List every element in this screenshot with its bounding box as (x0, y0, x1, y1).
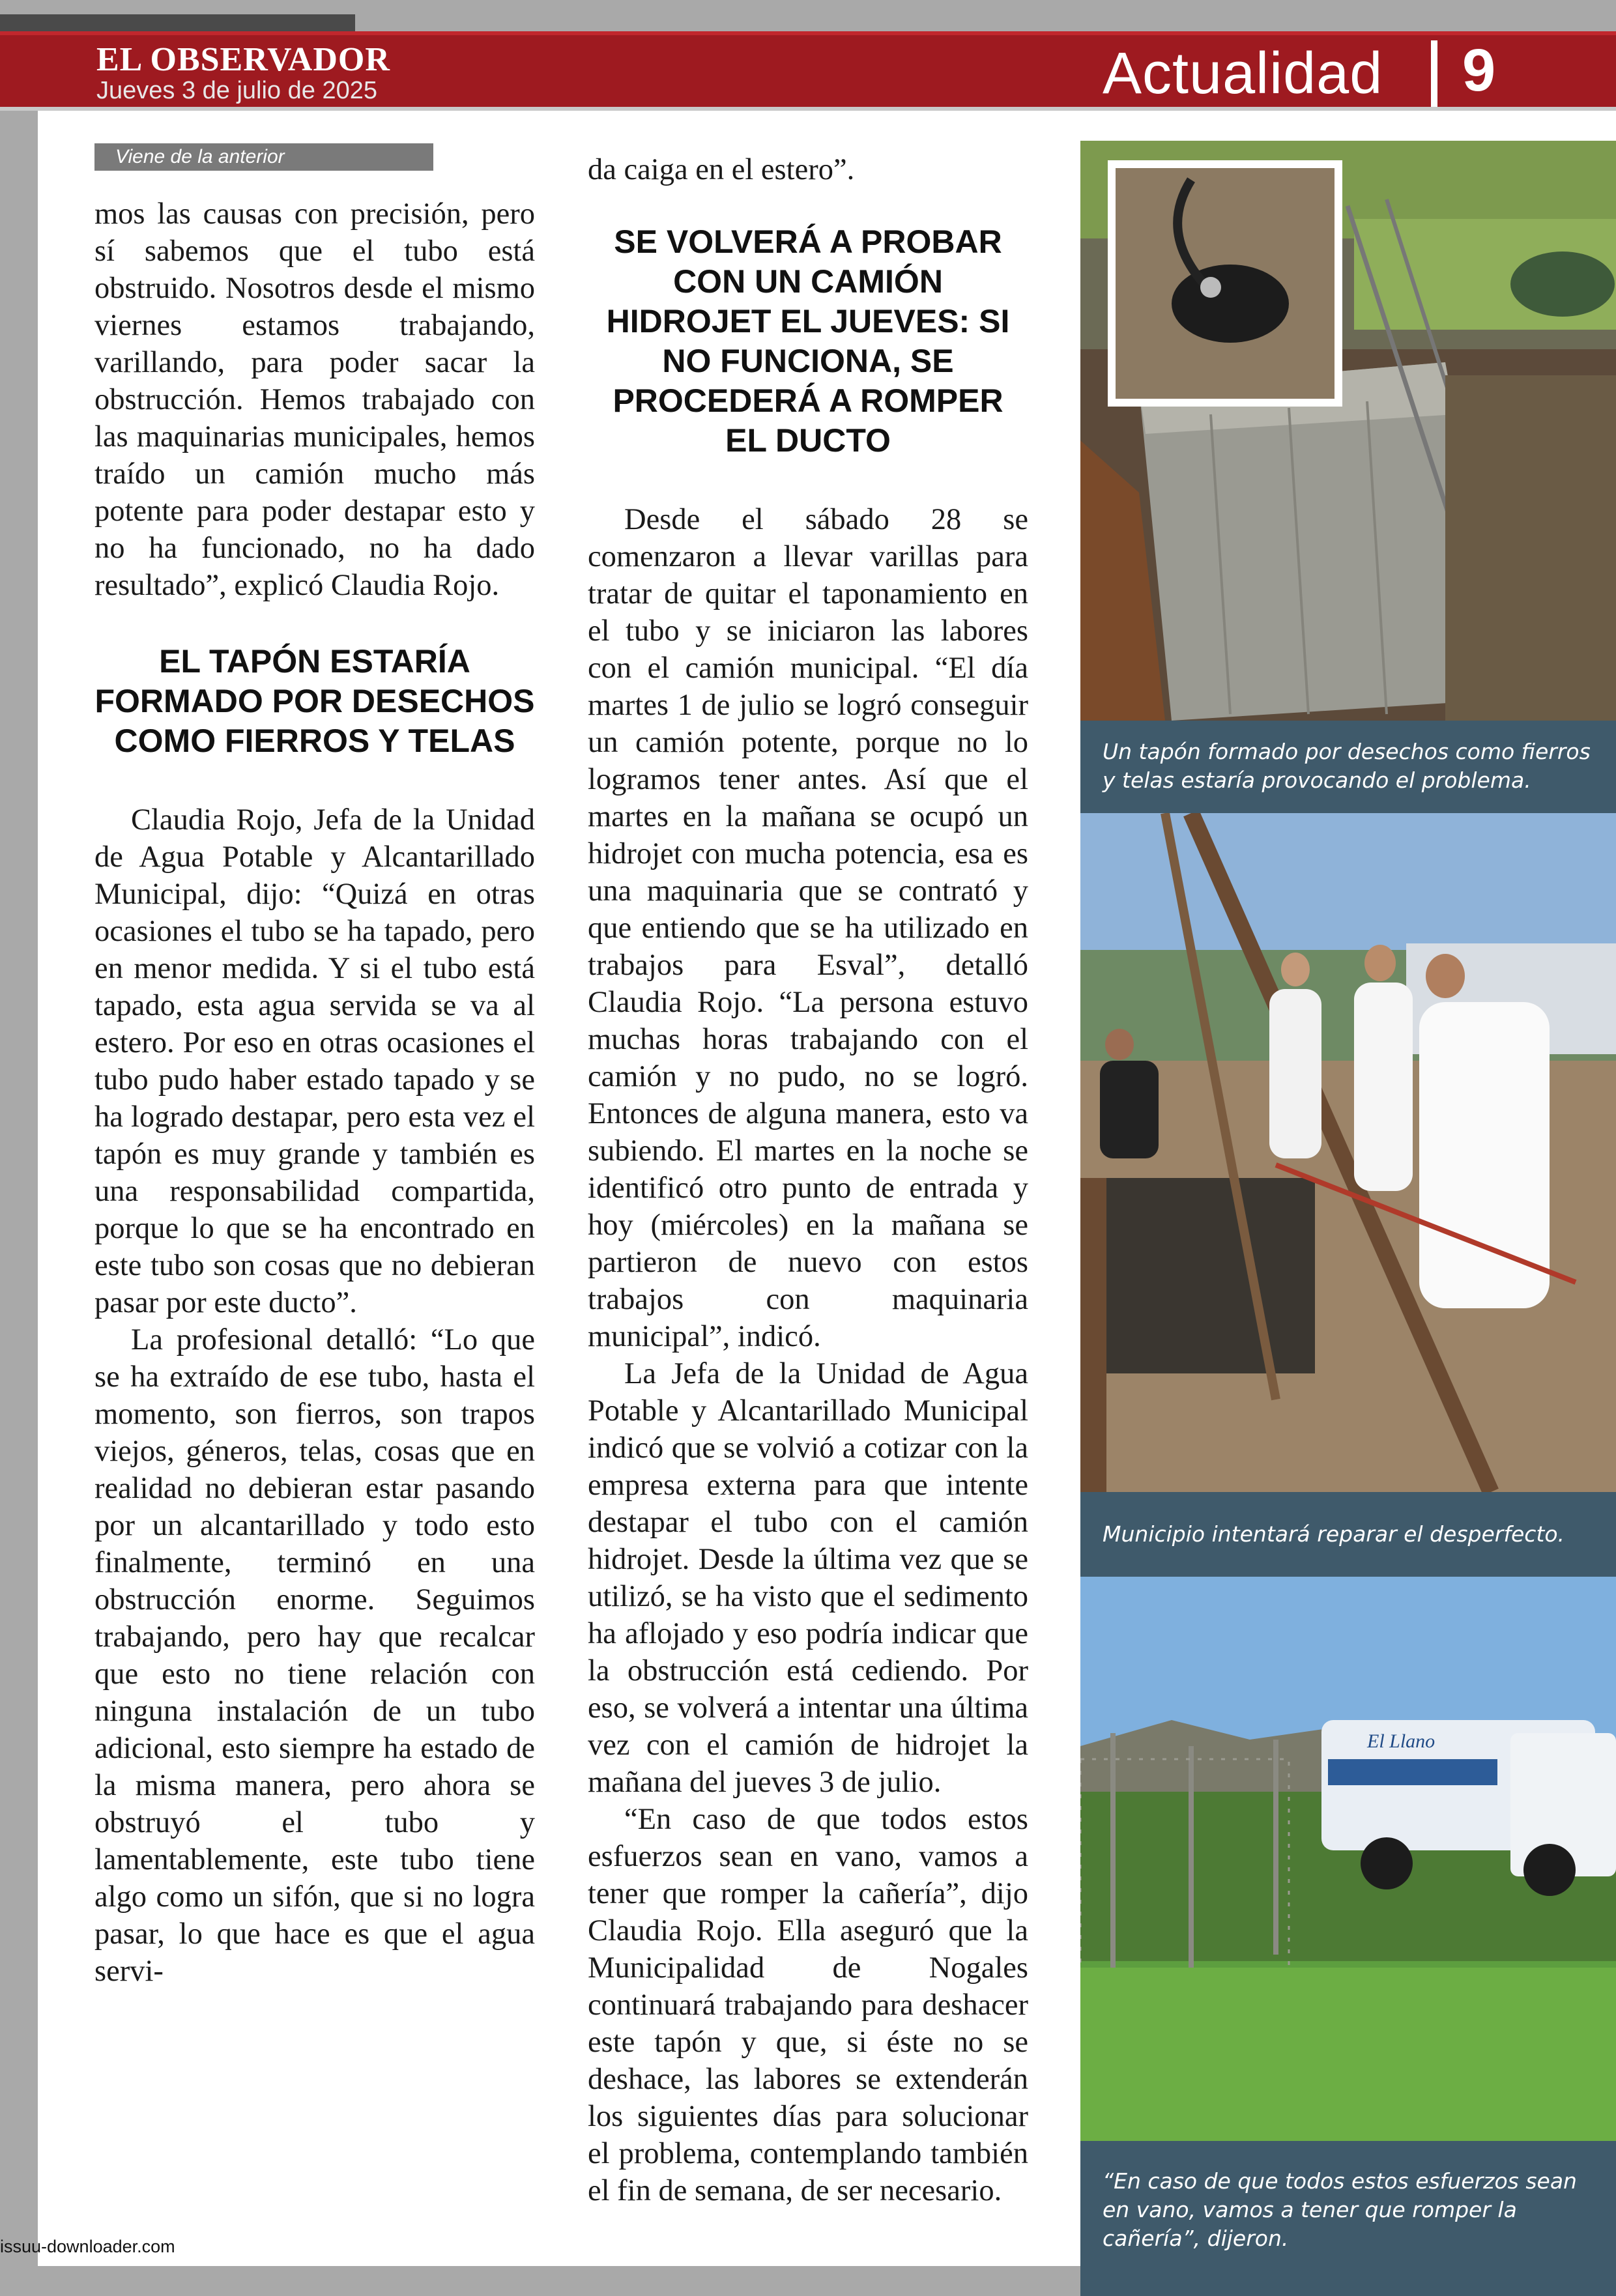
newspaper-name: EL OBSERVADOR (96, 41, 390, 78)
paragraph: “En caso de que todos estos esfuerzos sean en vano, vamos a tener que romper la cañería”, dijo Claudia Rojo. Ella aseguró que la Municipalidad de Nogales continuará trabajando para deshacer este tapón y que, si éste no se deshace, las labores se extenderán los siguientes días para solucionar el problema, contemplando también el fin de semana, de ser necesario. (588, 1803, 1028, 2207)
page-number: 9 (1462, 37, 1496, 104)
photo-caption: “En caso de que todos estos esfuerzos sean en vano, vamos a tener que romper la cañería”, dijeron. (1080, 2141, 1616, 2296)
paragraph: mos las causas con precisión, pero sí sabemos que el tubo está obstruido. Nosotros desde el mismo viernes estamos trabajando, varillando, para poder sacar la obstrucción. Hemos trabajado con las maquinarias municipales, hemos traído un camión mucho más potente para poder destapar esto y no ha funcionado, no ha dado resultado”, explicó Claudia Rojo. (94, 197, 535, 602)
photo-caption: Municipio intentará reparar el desperfecto. (1080, 1492, 1616, 1577)
header-divider (1431, 40, 1437, 108)
page-header (0, 31, 1616, 111)
photo-concrete-manhole (1080, 141, 1616, 721)
continued-tag: Viene de la anterior (94, 143, 433, 171)
paragraph: da caiga en el estero”. (588, 153, 855, 186)
photo-caption: Un tapón formado por desechos como fierros y telas estaría provocando el problema. (1080, 721, 1616, 813)
photo-workers (1080, 813, 1616, 1492)
photo-hydrojet-truck (1080, 1577, 1616, 2141)
issue-date: Jueves 3 de julio de 2025 (96, 77, 377, 104)
section-title: Actualidad (1103, 41, 1383, 106)
paragraph: Desde el sábado 28 se comenzaron a llevar varillas para tratar de quitar el taponamiento en el tubo y se iniciaron las labores con el camión municipal. “El día martes 1 de julio se logró conseguir un camión potente, porque no lo logramos tener antes. Así que el martes en la mañana se ocupó un hidrojet con mucha potencia, esa es una maquinaria que se contrató y que entiendo que se ha utilizado en trabajos para Esval”, detalló Claudia Rojo. “La persona estuvo muchas horas trabajando con el camión y no pudo, no se logró. Entonces de alguna manera, esto va subiendo. El martes en la noche se identificó otro punto de entrada y hoy (miércoles) en la mañana se partieron de nuevo con estos trabajos con maquinaria municipal”, indicó. (588, 503, 1028, 1353)
paragraph: Claudia Rojo, Jefa de la Unidad de Agua Potable y Alcantarillado Municipal, dijo: “Quizá en otras ocasiones el tubo se ha tapado, pero en menor medida. Y si el tubo está tapado, esta agua servida se va al estero. Por eso en otras ocasiones el tubo pudo haber estado tapado y se ha logrado destapar, pero esta vez el tapón es muy grande y también es una responsabilidad compartida, porque lo que se ha encontrado en este tubo son cosas que no debieran pasar por este ducto”. (94, 803, 535, 1319)
watermark: issuu-downloader.com (0, 2237, 175, 2256)
paragraph: La Jefa de la Unidad de Agua Potable y Alcantarillado Municipal indicó que se volvió a cotizar con la empresa externa para que intente destapar el tubo con el camión hidrojet. Desde la última vez que se utilizó, se ha visto que el sedimento ha aflojado y eso podría indicar que la obstrucción está cediendo. Por eso, se volverá a intentar una última vez con el camión de hidrojet la mañana del jueves 3 de julio. (588, 1357, 1028, 1799)
truck-logo-text: El Llano (1367, 1730, 1436, 1752)
article-column-2 (588, 151, 1028, 2209)
article-column-1 (94, 195, 535, 1990)
photo-workers-image (1080, 813, 1616, 1492)
photo-hydrojet-truck-image (1080, 1577, 1616, 2141)
photo-concrete-manhole-image (1080, 141, 1616, 721)
paragraph: La profesional detalló: “Lo que se ha extraído de ese tubo, hasta el momento, son fierros, son trapos viejos, géneros, telas, cosas que en realidad no debieran estar pasando por un alcantarillado y todo esto finalmente, terminó en una obstrucción enorme. Seguimos trabajando, pero hay que recalcar que esto no tiene relación con ninguna instalación de un tubo adicional, esto siempre ha estado de la misma manera, pero ahora se obstruyó el tubo y lamentablemente, este tubo tiene algo como un sifón, que si no logra pasar, lo que hace es que el agua servi- (94, 1323, 535, 1988)
top-tab (0, 14, 355, 31)
subheading: SE VOLVERÁ A PROBAR CON UN CAMIÓN HIDROJET EL JUEVES: SI NO FUNCIONA, SE PROCEDERÁ A ROMPER EL DUCTO (606, 223, 1010, 459)
subheading: EL TAPÓN ESTARÍA FORMADO POR DESECHOS COMO FIERROS Y TELAS (94, 643, 535, 759)
